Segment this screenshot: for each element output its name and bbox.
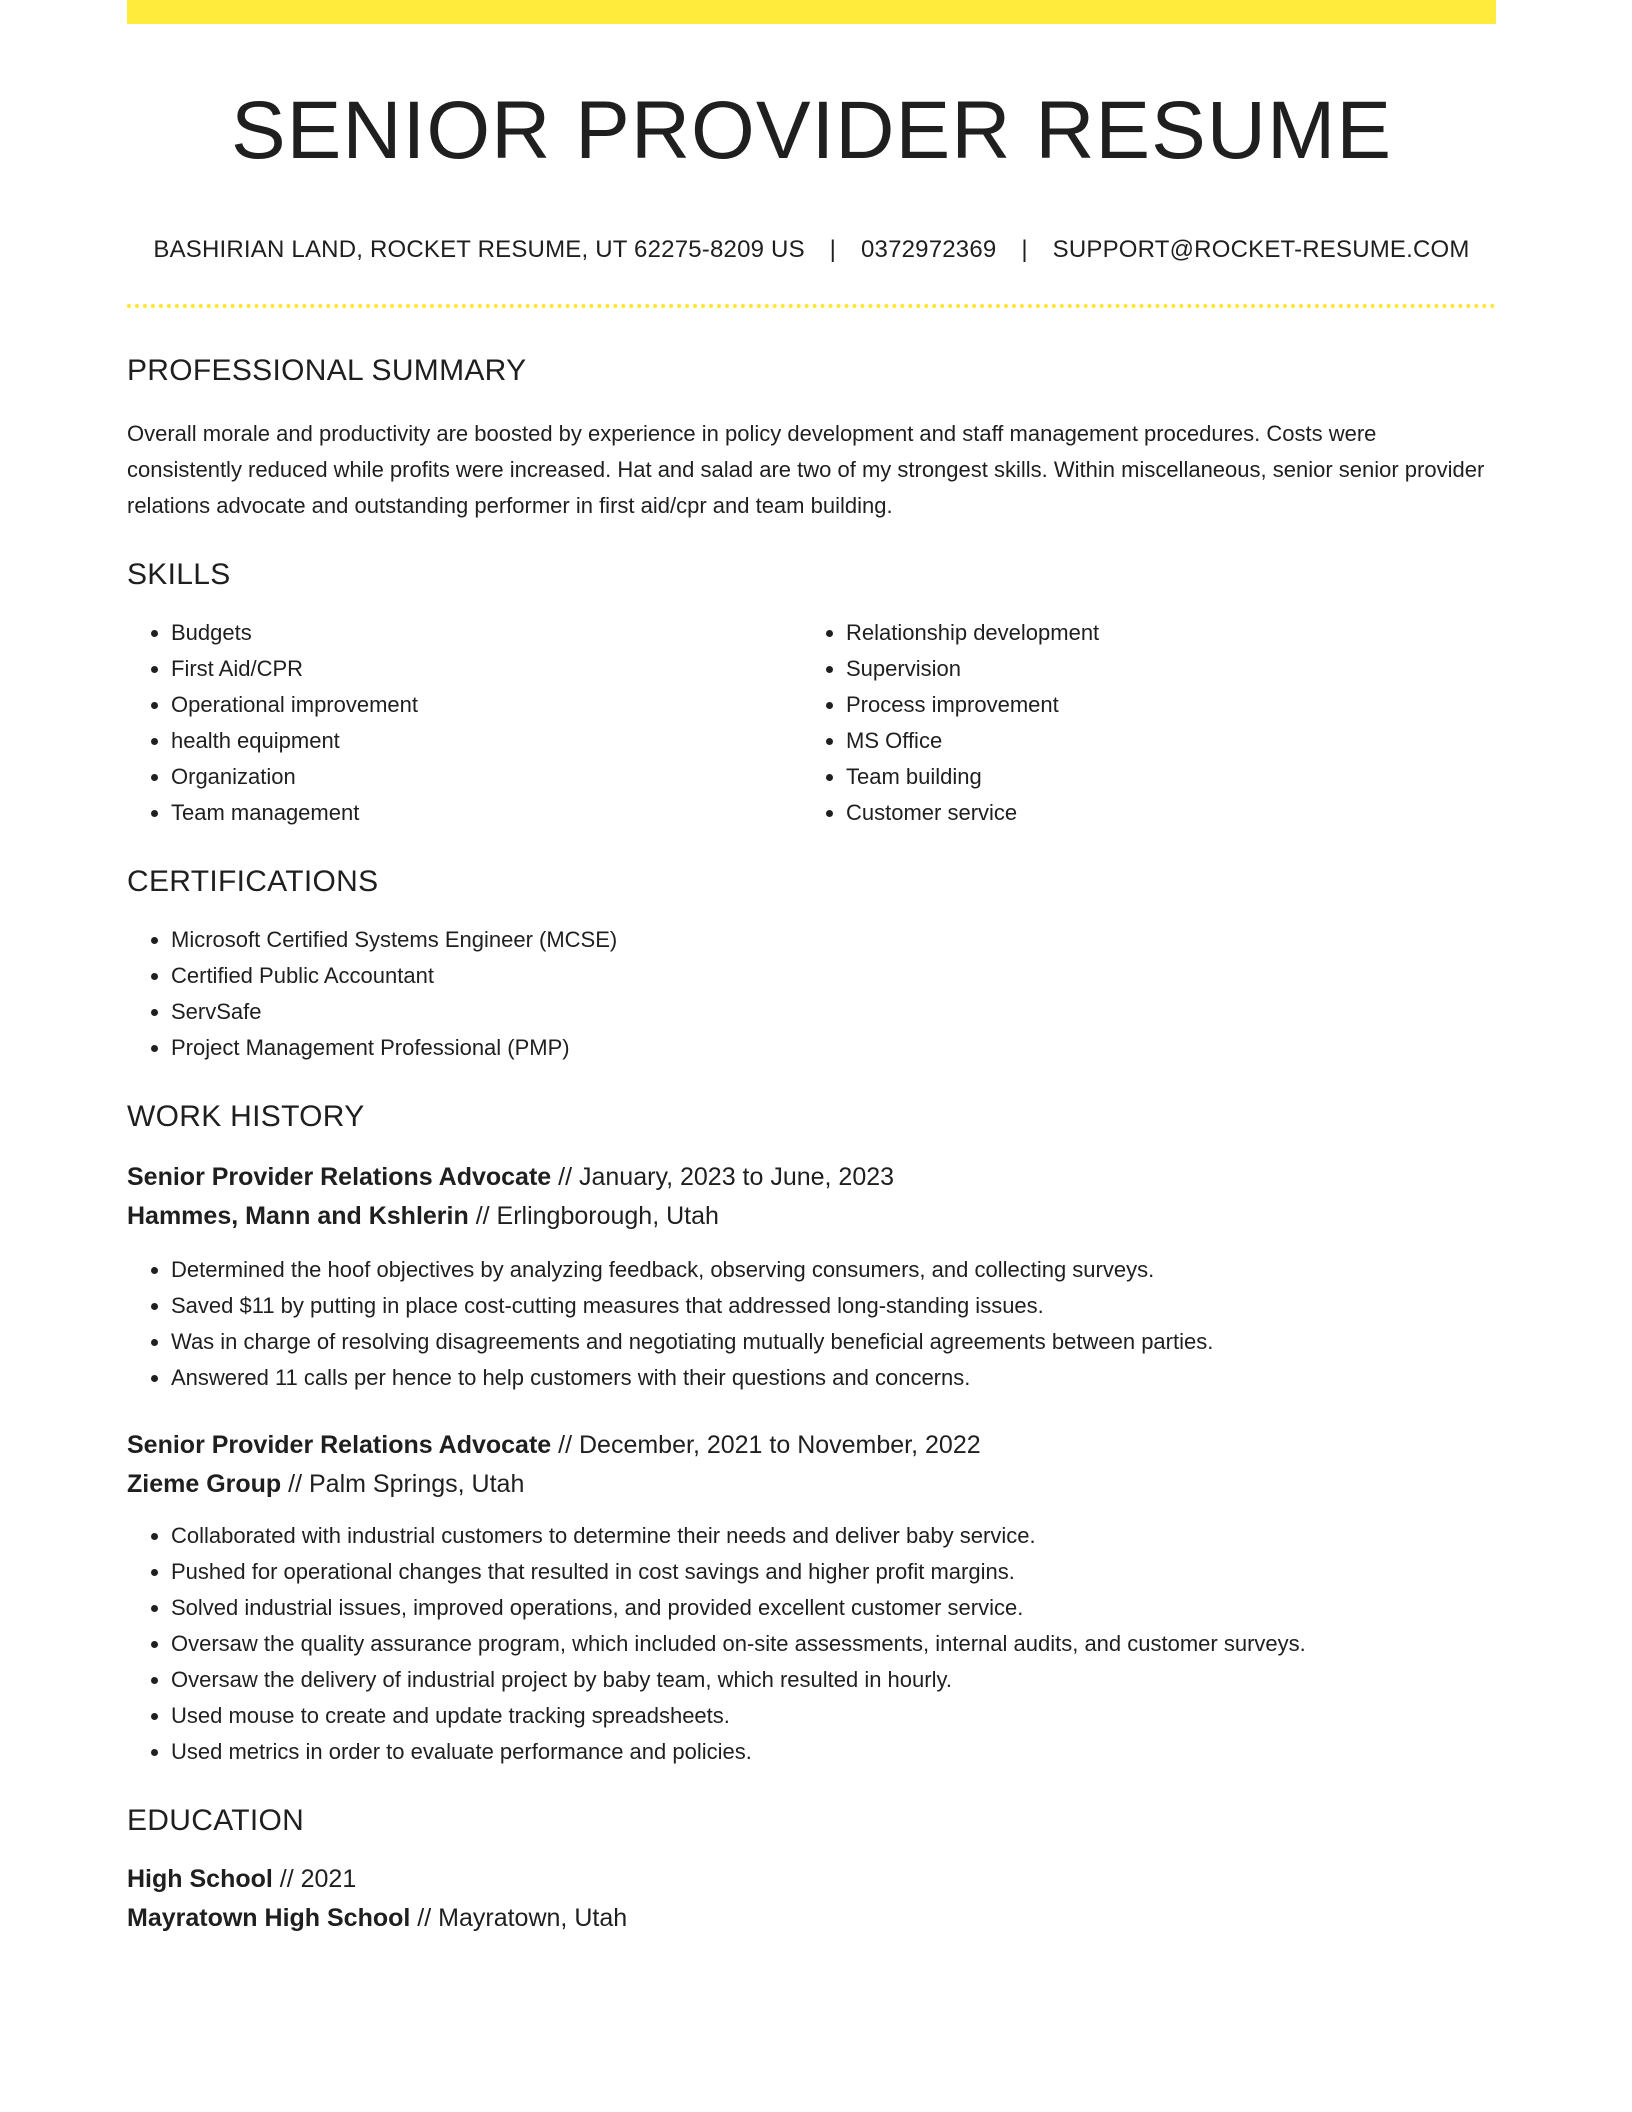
job-title-line xyxy=(127,1426,1496,1465)
education-degree-line xyxy=(127,1860,1496,1899)
certifications-section xyxy=(127,867,1496,1066)
contact-separator: | xyxy=(1021,236,1028,264)
skill-item: • Relationship development xyxy=(846,615,1477,651)
job-bullet: • Solved industrial issues, improved operations, and provided excellent customer service. xyxy=(171,1590,1496,1626)
section-heading-skills: SKILLS xyxy=(127,558,231,592)
section-heading-certifications: CERTIFICATIONS xyxy=(127,865,379,899)
job-bullet: • Was in charge of resolving disagreements and negotiating mutually beneficial agreements between parties. xyxy=(171,1324,1496,1360)
summary-text: Overall morale and productivity are boosted by experience in policy development and staff management procedures. Costs were consistently reduced while profits were increased. Hat and salad are two of my strongest skills. Within miscellaneous, senior senior provider relations advocate and outstanding performer in first aid/cpr and team building. xyxy=(127,421,1485,519)
field-separator: // xyxy=(468,1202,497,1231)
skill-item: • Budgets xyxy=(171,615,802,651)
certification-item: • Microsoft Certified Systems Engineer (MCSE) xyxy=(171,922,1496,958)
job-company: Hammes, Mann and Kshlerin xyxy=(127,1202,469,1231)
skill-item: • Supervision xyxy=(846,651,1477,687)
job-company-line xyxy=(127,1465,1496,1504)
job-bullet: • Collaborated with industrial customers to determine their needs and deliver baby service. xyxy=(171,1518,1496,1554)
job-dates: December, 2021 to November, 2022 xyxy=(579,1431,981,1460)
job-company: Zieme Group xyxy=(127,1470,282,1499)
section-heading-work: WORK HISTORY xyxy=(127,1100,365,1134)
job-bullet: • Answered 11 calls per hence to help customers with their questions and concerns. xyxy=(171,1360,1496,1396)
skill-item: • Team building xyxy=(846,759,1477,795)
education-section xyxy=(127,1806,1496,1938)
job-bullet: • Determined the hoof objectives by analyzing feedback, observing consumers, and collecting surveys. xyxy=(171,1252,1496,1288)
summary-section xyxy=(127,356,1496,524)
contact-phone[interactable]: 0372972369 xyxy=(860,236,997,264)
section-heading-education: EDUCATION xyxy=(127,1804,305,1838)
skill-item: • Process improvement xyxy=(846,687,1477,723)
job-company-line xyxy=(127,1197,1496,1236)
certification-item: • ServSafe xyxy=(171,994,1496,1030)
education-location: Mayratown, Utah xyxy=(438,1904,628,1933)
skills-section xyxy=(127,560,1496,831)
education-year: 2021 xyxy=(300,1865,357,1894)
resume-title: SENIOR PROVIDER RESUME xyxy=(230,85,1393,176)
job-location: Palm Springs, Utah xyxy=(308,1470,525,1499)
skills-grid xyxy=(127,615,1496,831)
job-title: Senior Provider Relations Advocate xyxy=(127,1163,552,1192)
field-separator: // xyxy=(551,1163,579,1192)
job-location: Erlingborough, Utah xyxy=(496,1202,719,1231)
dotted-divider xyxy=(127,304,1496,308)
contact-line xyxy=(127,236,1496,264)
field-separator: // xyxy=(410,1904,439,1933)
education-school-line xyxy=(127,1899,1496,1938)
field-separator: // xyxy=(272,1865,301,1894)
skill-item: • Customer service xyxy=(846,795,1477,831)
education-entry xyxy=(127,1860,1496,1938)
skill-item: • MS Office xyxy=(846,723,1477,759)
skill-item: • Organization xyxy=(171,759,802,795)
work-history-section xyxy=(127,1102,1496,1770)
skills-column-left xyxy=(127,615,802,831)
job-bullet: • Used mouse to create and update tracking spreadsheets. xyxy=(171,1698,1496,1734)
job-dates: January, 2023 to June, 2023 xyxy=(579,1163,895,1192)
section-heading-summary: PROFESSIONAL SUMMARY xyxy=(127,354,527,388)
skill-item: • Operational improvement xyxy=(171,687,802,723)
resume-page xyxy=(127,0,1496,1938)
contact-separator: | xyxy=(829,236,837,264)
job-bullet: • Saved $11 by putting in place cost-cutting measures that addressed long-standing issues. xyxy=(171,1288,1496,1324)
contact-email[interactable]: SUPPORT@ROCKET-RESUME.COM xyxy=(1052,236,1470,264)
job-title-line xyxy=(127,1158,1496,1197)
top-accent-bar xyxy=(127,0,1496,24)
field-separator: // xyxy=(551,1431,579,1460)
certification-item: • Certified Public Accountant xyxy=(171,958,1496,994)
job-bullet: • Oversaw the quality assurance program, which included on-site assessments, internal audits, and customer surveys. xyxy=(171,1626,1496,1662)
education-degree: High School xyxy=(127,1865,273,1894)
job-entry xyxy=(127,1158,1496,1396)
job-bullet: • Oversaw the delivery of industrial project by baby team, which resulted in hourly. xyxy=(171,1662,1496,1698)
job-title: Senior Provider Relations Advocate xyxy=(127,1431,552,1460)
skills-column-right xyxy=(802,615,1477,831)
job-entry xyxy=(127,1426,1496,1770)
certification-item: • Project Management Professional (PMP) xyxy=(171,1030,1496,1066)
skill-item: • Team management xyxy=(171,795,802,831)
field-separator: // xyxy=(281,1470,309,1499)
education-school: Mayratown High School xyxy=(127,1904,411,1933)
job-bullet: • Pushed for operational changes that resulted in cost savings and higher profit margins. xyxy=(171,1554,1496,1590)
contact-address: BASHIRIAN LAND, ROCKET RESUME, UT 62275-8209 US xyxy=(153,236,805,264)
skill-item: • First Aid/CPR xyxy=(171,651,802,687)
skill-item: • health equipment xyxy=(171,723,802,759)
job-bullet: • Used metrics in order to evaluate performance and policies. xyxy=(171,1734,1496,1770)
